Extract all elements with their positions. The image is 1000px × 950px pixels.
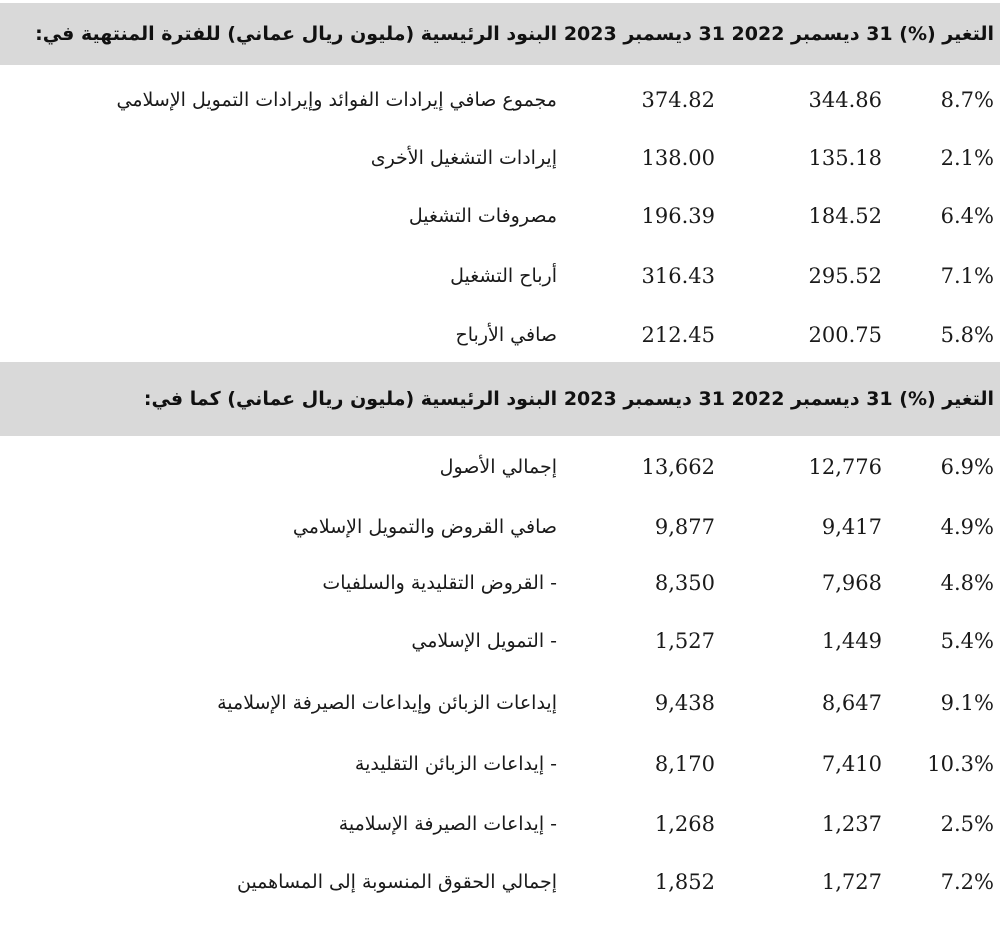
section2-header-band [0,362,1000,436]
value-2023: 1,852 [654,870,715,894]
change-percent: 4.8% [940,571,994,595]
value-2022: 12,776 [808,455,882,479]
row-label: إجمالي الحقوق المنسوبة إلى المساهمين [236,871,557,893]
table-row [0,621,1000,661]
change-percent: 8.7% [940,88,994,112]
value-2023: 8,350 [654,571,715,595]
row-label: مجموع صافي إيرادات الفوائد وإيرادات التمويل الإسلامي [116,89,557,111]
table-row [0,80,1000,120]
change-percent: 2.5% [940,812,994,836]
table-row [0,315,1000,355]
value-2022: 7,968 [821,571,882,595]
change-percent: 10.3% [927,752,994,776]
value-2023: 196.39 [641,204,715,228]
value-2023: 9,877 [654,515,715,539]
section1-header-band [0,3,1000,65]
value-2022: 8,647 [821,691,882,715]
table-row [0,507,1000,547]
row-label: - إيداعات الزبائن التقليدية [354,753,557,775]
row-label: أرباح التشغيل [450,265,557,287]
table-row [0,447,1000,487]
change-percent: 4.9% [940,515,994,539]
change-percent: 5.8% [940,323,994,347]
row-label: - القروض التقليدية والسلفيات [322,572,557,594]
value-2023: 1,268 [654,812,715,836]
table-row [0,683,1000,723]
value-2022: 1,449 [821,629,882,653]
row-label: إجمالي الأصول [439,456,557,478]
value-2022: 9,417 [821,515,882,539]
change-percent: 5.4% [940,629,994,653]
row-label: إيرادات التشغيل الأخرى [370,147,557,169]
value-2022: 7,410 [821,752,882,776]
row-label: صافي القروض والتمويل الإسلامي [292,516,557,538]
value-2022: 344.86 [808,88,882,112]
change-percent: 7.1% [940,264,994,288]
row-label: - التمويل الإسلامي [411,630,557,652]
table-row [0,256,1000,296]
row-label: صافي الأرباح [455,324,557,346]
value-2022: 1,727 [821,870,882,894]
value-2022: 295.52 [808,264,882,288]
value-2023: 316.43 [641,264,715,288]
value-2023: 374.82 [641,88,715,112]
row-label: إيداعات الزبائن وإيداعات الصيرفة الإسلامية [217,692,557,714]
value-2023: 138.00 [641,146,715,170]
change-percent: 7.2% [940,870,994,894]
row-label: مصروفات التشغيل [408,205,557,227]
value-2022: 135.18 [808,146,882,170]
change-percent: 9.1% [940,691,994,715]
table-row [0,138,1000,178]
row-label: - إيداعات الصيرفة الإسلامية [338,813,557,835]
change-percent: 6.9% [940,455,994,479]
table-row [0,744,1000,784]
table-row [0,862,1000,902]
value-2022: 1,237 [821,812,882,836]
value-2022: 200.75 [808,323,882,347]
table-row [0,563,1000,603]
value-2023: 1,527 [654,629,715,653]
table-row [0,196,1000,236]
section1-header: التغير (%) 31 ديسمبر 2022 31 ديسمبر 2023 البنود الرئيسية (مليون ريال عماني) للفترة المنتهية في: [35,23,994,45]
table-row [0,804,1000,844]
value-2023: 8,170 [654,752,715,776]
change-percent: 6.4% [940,204,994,228]
value-2022: 184.52 [808,204,882,228]
value-2023: 13,662 [641,455,715,479]
value-2023: 9,438 [654,691,715,715]
change-percent: 2.1% [940,146,994,170]
value-2023: 212.45 [641,323,715,347]
section2-header: التغير (%) 31 ديسمبر 2022 31 ديسمبر 2023 البنود الرئيسية (مليون ريال عماني) كما في: [143,388,994,410]
